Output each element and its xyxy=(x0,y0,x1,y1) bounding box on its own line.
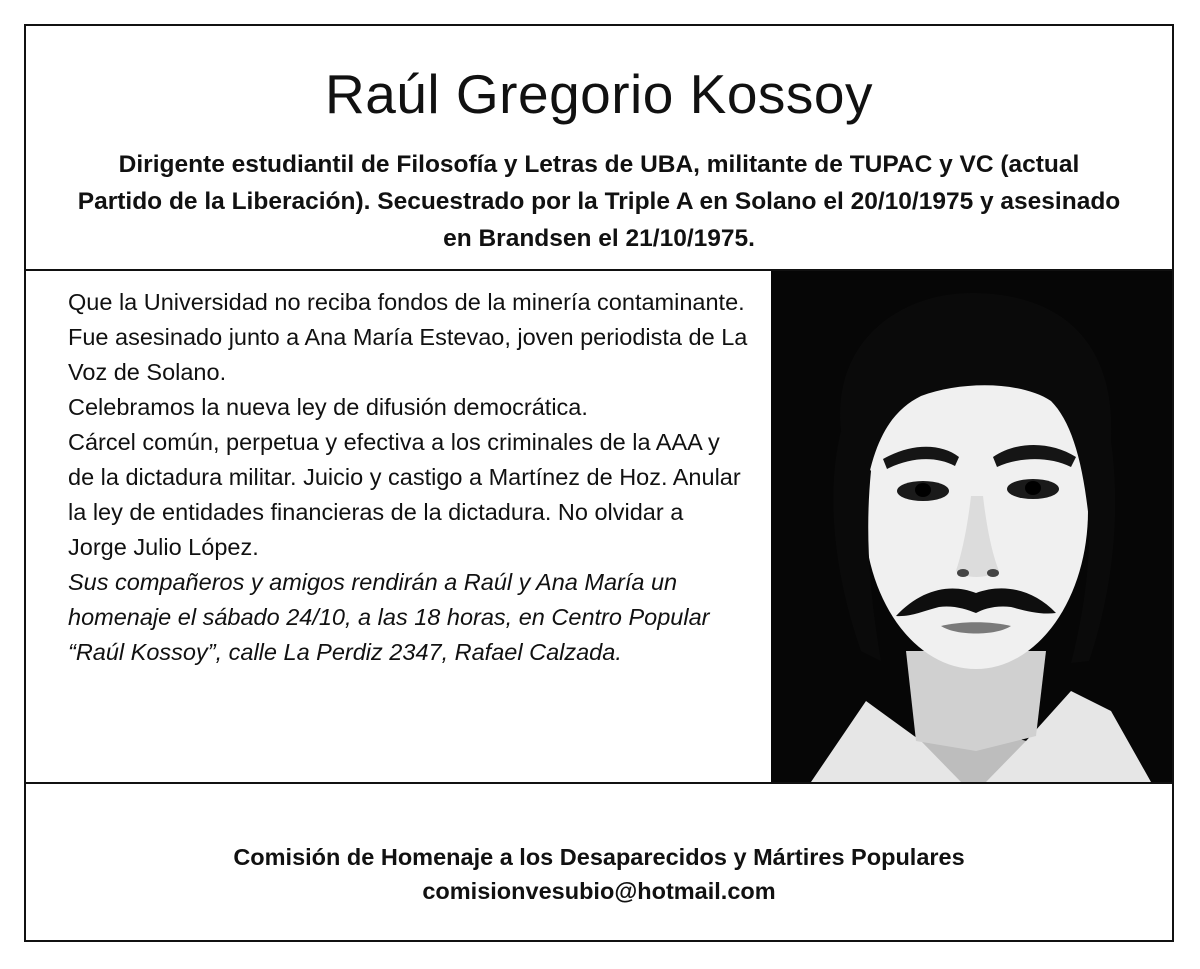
page-title: Raúl Gregorio Kossoy xyxy=(324,63,874,125)
statement-paragraph: Celebramos la nueva ley de difusión democrática. xyxy=(68,394,588,420)
portrait-illustration xyxy=(771,271,1172,782)
organization-name: Comisión de Homenaje a los Desaparecidos y Mártires Populares xyxy=(233,844,965,870)
portrait-photo xyxy=(771,271,1172,782)
statement-text xyxy=(68,285,748,670)
biography-summary: Dirigente estudiantil de Filosofía y Letras de UBA, militante de TUPAC y VC (actual Partido de la Liberación). Secuestrado por la Triple A en Solano el 20/10/1975 y asesinado en Brandsen el 21/10/1975. xyxy=(77,151,1121,252)
memorial-poster xyxy=(24,24,1174,942)
statement-paragraph: Cárcel común, perpetua y efectiva a los criminales de la AAA y de la dictadura militar. Juicio y castigo a Martínez de Hoz. Anular la ley de entidades financieras de la dictadura. No olvidar a Jorge Julio López. xyxy=(68,429,741,560)
homage-announcement: Sus compañeros y amigos rendirán a Raúl y Ana María un homenaje el sábado 24/10, a las 18 horas, en Centro Popular “Raúl Kossoy”, calle La Perdiz 2347, Rafael Calzada. xyxy=(68,569,710,665)
poster-header xyxy=(26,26,1172,271)
contact-email: comisionvesubio@hotmail.com xyxy=(422,878,776,904)
statement-paragraph: Fue asesinado junto a Ana María Estevao, joven periodista de La Voz de Solano. xyxy=(68,324,748,385)
poster-footer xyxy=(26,784,1172,940)
statement-paragraph: Que la Universidad no reciba fondos de la minería contaminante. xyxy=(68,289,745,315)
poster-body xyxy=(26,271,1172,784)
